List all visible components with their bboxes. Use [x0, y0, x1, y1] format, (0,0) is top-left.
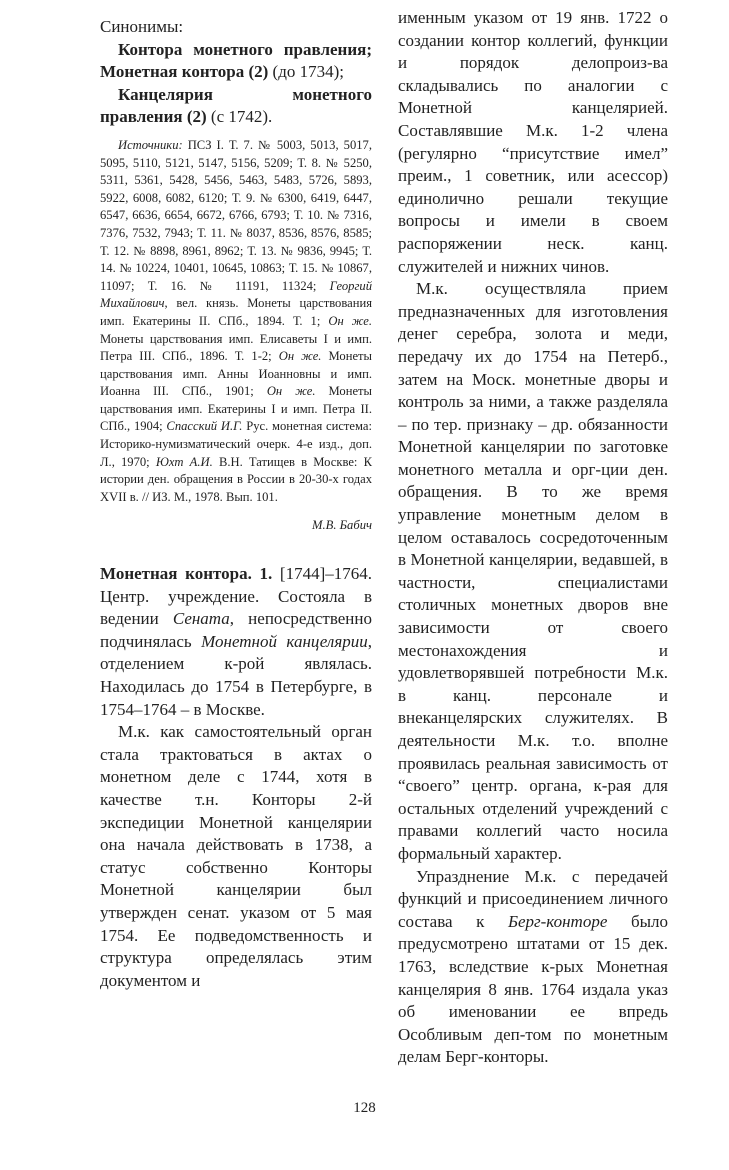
entry-heading-paragraph [100, 563, 372, 721]
bold-term: Канцелярия монетного правления (2) [100, 84, 372, 127]
italic-text: Юхт А.И. [155, 454, 213, 469]
text-paragraph [398, 278, 668, 865]
bold-term: Контора монетного правления; Монетная контора (2) [100, 39, 372, 82]
text-run: М.к. как самостоятельный орган стала трактоваться в актах о монетном деле с 1744, хотя в качестве т.н. Конторы 2-й экспедиции Монетной канцелярии она начала действовать в 1738, а статус собственно Конторы Монетной канцелярии был утвержден сенат. указом от 5 мая 1754. Ее подведомственность и структура определялась этим документом и [100, 722, 372, 990]
italic-text: Спасский И.Г. [166, 419, 243, 434]
right-column [398, 7, 668, 1069]
text-paragraph [100, 721, 372, 992]
text-run: (до 1734); [268, 62, 344, 82]
text-run: , непосредственно подчинялась [100, 609, 372, 651]
text-run: Рус. монетная система: Историко-нумизматический очерк. 4-е изд., доп. Л., 1970; [100, 419, 372, 469]
text-run: Упразднение М.к. с передачей функций и присоединением личного состава к [398, 866, 668, 931]
text-paragraph [398, 866, 668, 1069]
text-run: именным указом от 19 янв. 1722 о создании контор коллегий, функции и порядок делопроиз-ва складывались по аналогии с Монетной канцелярией. Составлявшие М.к. 1-2 члена (регулярно “присутствие имел” преим., 1 советник, или асессор) единолично решали текущие вопросы и имели в своем распоряжении неск. канц. служителей и нижних чинов. [398, 8, 668, 276]
text-run: , вел. князь. Монеты царствования имп. Екатерины II. СПб., 1894. Т. 1; [100, 296, 372, 328]
italic-text: Он же. [266, 384, 316, 399]
sources-paragraph [100, 137, 372, 506]
italic-text: Берг-конторе [507, 911, 608, 931]
text-run: Монеты царствования имп. Елисаветы I и имп. Петра III. СПб., 1896. Т. 1-2; [100, 331, 372, 364]
left-column [100, 16, 372, 992]
text-paragraph [100, 16, 372, 39]
text-run: М.В. Бабич [312, 518, 372, 533]
text-run: ПСЗ I. Т. 7. № 5003, 5013, 5017, 5095, 5110, 5121, 5147, 5156, 5209; Т. 8. № 5250, 5311, 5361, 5428, 5456, 5463, 5483, 5726, 5893, 5922, 6008, 6082, 6120; Т. 9. № 6300, 6419, 6447, 6547, 6636, 6654, 6672, 6766, 6793; Т. 10. № 7316, 7376, 7532, 7943; Т. 11. № 8037, 8536, 8576, 8585; Т. 12. № 8898, 8961, 8962; Т. 13. № 9836, 9945; Т. 14. № 10224, 10401, 10645, 10863; Т. 15. № 10867, 11097; Т. 16. № 11191, 11324; [100, 137, 372, 293]
text-run: М.к. осуществляла прием предназначенных для изготовления денег серебра, золота и меди, передачу их до 1754 на Петерб., затем на Моск. монетные дворы и контроль за ними, а также разделяла – по тер. признаку – др. обязанности Монетной канцелярии по заготовке монетного металла и орг-ции ден. обращения. В то же время управление монетным делом в целом оставалось сосредоточенным в Монетной канцелярии, ведавшей, в частности, специалистами столичных монетных дворов вне зависимости от своего местонахождения и удовлетворявшей потребности М.к. в канц. персонале и внеканцелярских служителях. В деятельности М.к. т.о. вполне проявилась реальная зависимость от “своего” центр. органа, к-рая для остальных отделений учреждений с правами коллегий часто носила формальный характер. [398, 279, 668, 863]
text-run: Монеты царствования имп. Екатерины I и имп. Петра II. СПб., 1904; [100, 384, 372, 434]
page-number: 128 [353, 1100, 376, 1116]
text-paragraph [100, 39, 372, 84]
text-run: , отделением к-рой являлась. Находилась до 1754 в Петербурге, в 1754–1764 – в Москве. [100, 631, 372, 719]
text-run: было предусмотрено штатами от 15 дек. 1763, вследствие к-рых Монетная канцелярия 8 янв. 1764 издала указ об именовании ее впредь Особливым деп-том по монетным делам Берг-конторы. [398, 911, 668, 1067]
text-run: Синонимы: [100, 17, 184, 36]
text-paragraph [398, 7, 668, 278]
author-signature [100, 514, 372, 537]
text-run: Монеты царствования имп. Анны Иоанновны и имп. Иоанна III. СПб., 1901; [100, 349, 372, 399]
text-run: (с 1742). [206, 107, 273, 127]
italic-text: Сената [172, 609, 230, 629]
text-paragraph [100, 84, 372, 129]
text-run: [1744]–1764. Центр. учреждение. Состояла в ведении [100, 564, 372, 629]
italic-text: Монетной канцелярии [201, 631, 368, 651]
italic-text: Георгий Михайлович [100, 278, 372, 311]
italic-text: Он же. [328, 313, 372, 328]
italic-text: Источники: [118, 137, 183, 152]
italic-text: Он же. [278, 349, 322, 364]
bold-term: Монетная контора. 1. [100, 564, 273, 584]
text-run: В.Н. Татищев в Москве: К истории ден. обращения в России в 20-30-х годах XVII в. // ИЗ. М., 1978. Вып. 101. [100, 454, 372, 504]
